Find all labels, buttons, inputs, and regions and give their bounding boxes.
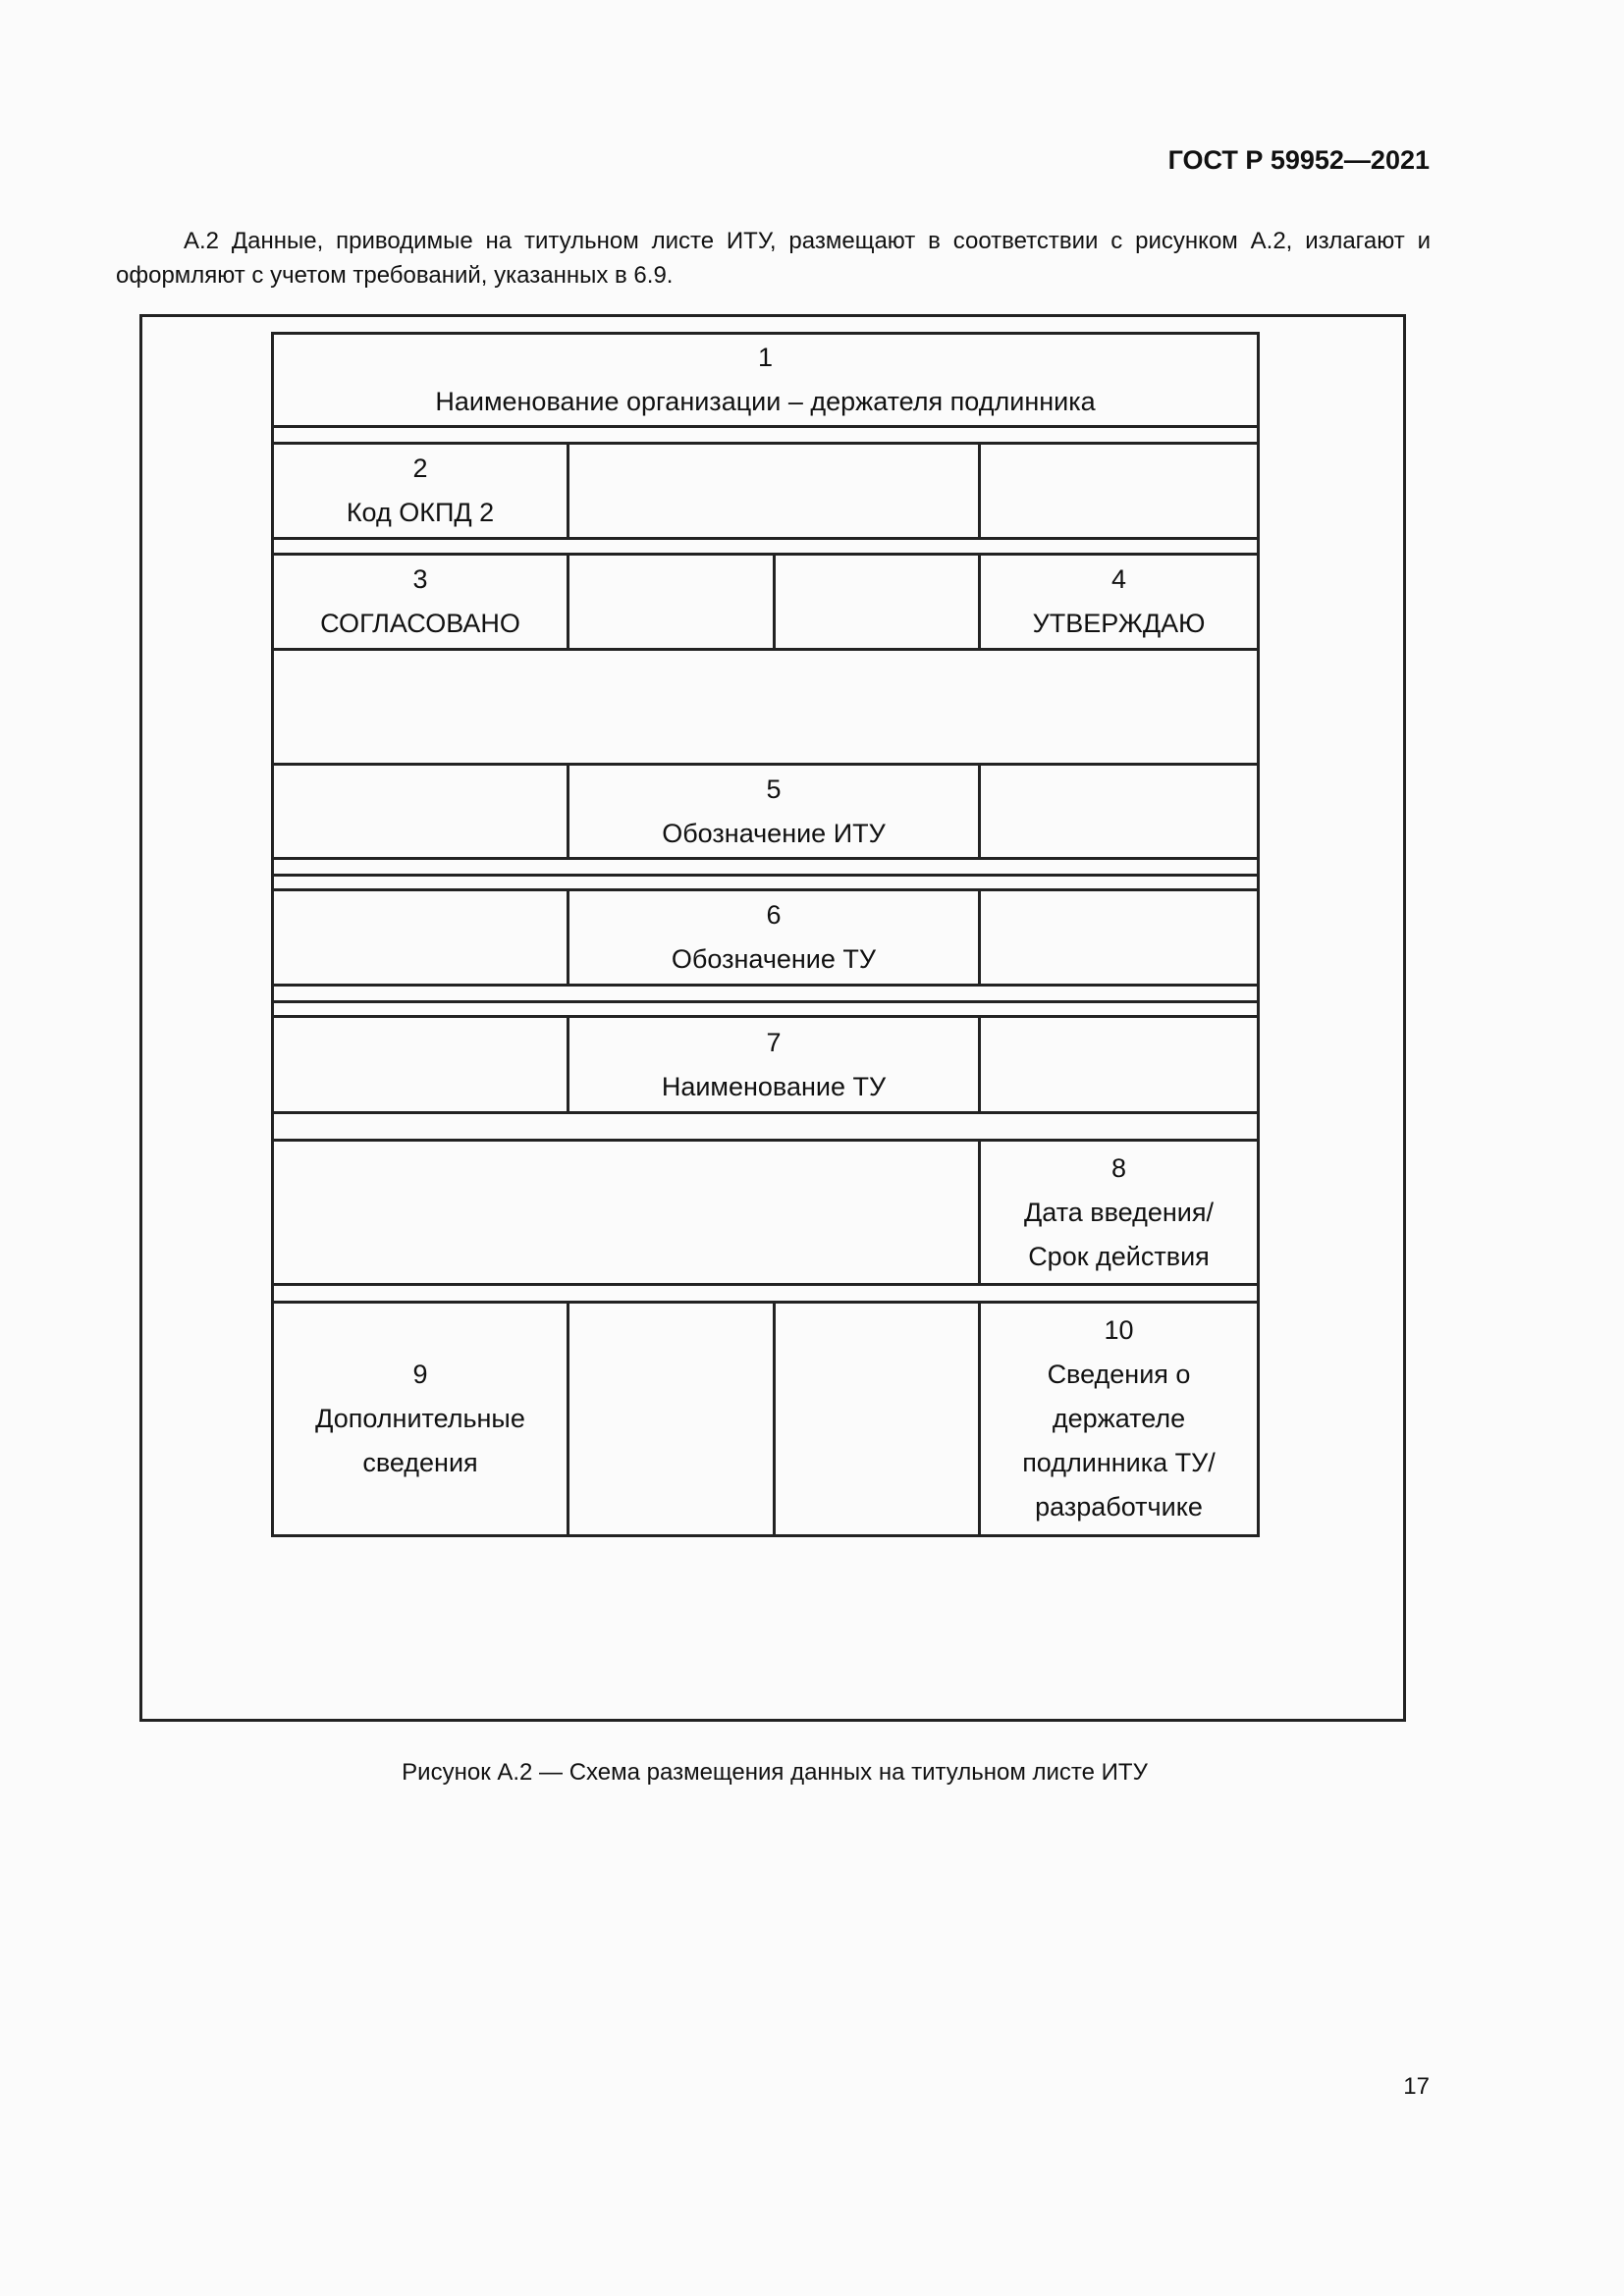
document-header: ГОСТ Р 59952—2021 — [1167, 145, 1430, 175]
cell-agreed — [271, 553, 569, 651]
cell-holder-info — [978, 1301, 1260, 1537]
cell-itu-label: Обозначение ИТУ — [662, 818, 886, 848]
cell-additional-number: 9 — [412, 1360, 428, 1389]
cell-empty — [271, 1015, 569, 1114]
cell-empty — [773, 1301, 981, 1537]
cell-tu-name-label: Наименование ТУ — [661, 1071, 887, 1101]
cell-date-line-1: Дата введения/ — [1024, 1197, 1214, 1227]
cell-empty — [271, 888, 569, 987]
cell-tu-name-number: 7 — [766, 1027, 782, 1057]
cell-empty — [271, 1139, 981, 1286]
page-number: 17 — [1403, 2073, 1430, 2100]
cell-empty — [271, 763, 569, 860]
cell-additional-info — [271, 1301, 569, 1537]
cell-agreed-label: СОГЛАСОВАНО — [320, 609, 520, 638]
figure-caption: Рисунок А.2 — Схема размещения данных на титульном листе ИТУ — [402, 1759, 1148, 1786]
cell-date-number: 8 — [1110, 1152, 1127, 1183]
cell-empty — [978, 763, 1260, 860]
cell-itu-number: 5 — [766, 774, 782, 804]
cell-empty — [567, 1301, 776, 1537]
cell-holder-line-2: держателе — [1052, 1404, 1186, 1433]
cell-empty — [271, 648, 1260, 766]
cell-date-line-2: Срок действия — [1028, 1241, 1210, 1271]
intro-text: А.2 Данные, приводимые на титульном листе ИТУ, размещают в соответствии с рисунком А.2, излагают и оформляют с учетом требований, указанных в 6.9. — [116, 228, 1431, 289]
cell-tu-number: 6 — [766, 900, 782, 930]
cell-empty — [773, 553, 981, 651]
cell-approve-label: УТВЕРЖДАЮ — [1032, 609, 1206, 638]
cell-empty — [567, 553, 776, 651]
cell-empty — [567, 442, 981, 540]
cell-tu-designation — [567, 888, 981, 987]
cell-holder-line-1: Сведения о — [1047, 1360, 1191, 1389]
cell-okpd-label: Код ОКПД 2 — [346, 498, 495, 527]
intro-paragraph — [116, 224, 1431, 293]
cell-okpd — [271, 442, 569, 540]
cell-additional-line-1: Дополнительные — [315, 1404, 525, 1433]
cell-holder-number: 10 — [1104, 1315, 1134, 1345]
cell-agreed-number: 3 — [412, 564, 428, 594]
cell-date — [978, 1139, 1260, 1286]
cell-empty — [978, 442, 1260, 540]
cell-approve — [978, 553, 1260, 651]
cell-holder-line-4: разработчике — [1035, 1492, 1203, 1522]
cell-tu-label: Обозначение ТУ — [671, 944, 877, 974]
cell-approve-number: 4 — [1110, 564, 1127, 594]
cell-itu-designation — [567, 763, 981, 860]
cell-organization-label: Наименование организации – держателя подлинника — [435, 387, 1096, 416]
separator-strip — [271, 1111, 1260, 1142]
cell-okpd-number: 2 — [412, 454, 428, 483]
cell-empty — [978, 888, 1260, 987]
cell-tu-name — [567, 1015, 981, 1114]
cell-additional-line-2: сведения — [362, 1448, 478, 1477]
cell-holder-line-3: подлинника ТУ/ — [1022, 1448, 1216, 1477]
cell-organization-number: 1 — [757, 343, 774, 372]
cell-organization — [271, 332, 1260, 428]
cell-empty — [978, 1015, 1260, 1114]
